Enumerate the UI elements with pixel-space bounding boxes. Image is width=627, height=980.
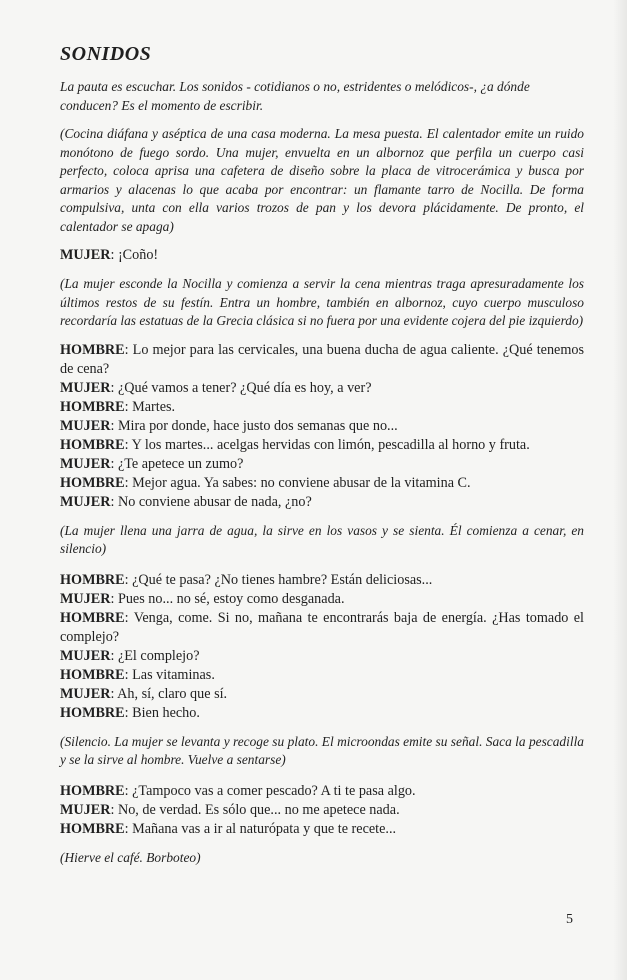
dialogue-text: : Bien hecho. (124, 704, 200, 721)
speaker-name: HOMBRE (60, 341, 125, 358)
dialogue-text: : No conviene abusar de nada, ¿no? (110, 493, 312, 510)
dialogue-line (60, 455, 584, 474)
dialogue-text: : Venga, come. Si no, mañana te encontrarás baja de energía. ¿Has tomado el complejo? (60, 609, 584, 645)
speaker-name: HOMBRE (60, 436, 125, 453)
dialogue-line (60, 341, 584, 379)
dialogue-text: : Y los martes... acelgas hervidas con limón, pescadilla al horno y fruta. (124, 436, 530, 453)
speaker-name: HOMBRE (60, 820, 125, 837)
dialogue-line (60, 436, 584, 455)
dialogue-text: : ¡Coño! (110, 247, 159, 263)
dialogue-line (60, 493, 584, 512)
dialogue-block-2 (60, 341, 584, 512)
stage-direction-2: (La mujer esconde la Nocilla y comienza a servir la cena mientras traga apresuradamente los últimos restos de su festín. Entra un hombre, también en albornoz, cuyo cuerpo musculoso recordaría las estatuas de la Grecia clásica si no fuera por una evidente cojera del pie izquierdo) (60, 276, 584, 328)
dialogue-line (60, 704, 584, 723)
dialogue-text: : Las vitaminas. (124, 666, 215, 683)
dialogue-text: : Martes. (124, 398, 176, 415)
dialogue-line (60, 609, 584, 647)
dialogue-line (60, 398, 584, 417)
speaker-name: HOMBRE (60, 571, 125, 588)
dialogue-text: : ¿Qué vamos a tener? ¿Qué día es hoy, a ver? (110, 379, 372, 396)
dialogue-text: : ¿El complejo? (110, 647, 200, 664)
dialogue-line (60, 246, 584, 265)
dialogue-text: : Mejor agua. Ya sabes: no conviene abusar de la vitamina C. (124, 474, 471, 491)
dialogue-block-4 (60, 782, 584, 839)
stage-direction-5: (Hierve el café. Borboteo) (60, 849, 201, 865)
dialogue-block-1 (60, 246, 584, 265)
dialogue-line (60, 647, 584, 666)
speaker-name: HOMBRE (60, 474, 125, 491)
speaker-name: MUJER (60, 685, 111, 702)
speaker-name: MUJER (60, 417, 111, 434)
speaker-name: MUJER (60, 455, 111, 472)
dialogue-line (60, 801, 584, 820)
dialogue-text: : No, de verdad. Es sólo que... no me apetece nada. (110, 801, 400, 818)
stage-direction-3: (La mujer llena una jarra de agua, la sirve en los vasos y se sienta. Él comienza a cenar, en silencio) (60, 522, 584, 556)
stage-direction-1: (Cocina diáfana y aséptica de una casa moderna. La mesa puesta. El calentador emite un ruido monótono de fuego sordo. Una mujer, envuelta en un albornoz que perfila un cuerpo casi perfecto, coloca aprisa una cafetera de diseño sobre la placa de vitrocerámica y busca por armarios y alacenas lo que acaba por encontrar: un flamante tarro de Nocilla. De forma compulsiva, unta con ella varios trozos de pan y los devora plácidamente. De pronto, el calentador se apaga) (60, 126, 584, 234)
dialogue-text: : Pues no... no sé, estoy como desganada. (110, 590, 345, 607)
dialogue-text: : ¿Te apetece un zumo? (110, 455, 244, 472)
dialogue-text: : ¿Tampoco vas a comer pescado? A ti te pasa algo. (124, 782, 416, 799)
dialogue-line (60, 820, 584, 839)
dialogue-text: : Ah, sí, claro que sí. (110, 685, 228, 702)
dialogue-line (60, 417, 584, 436)
dialogue-line (60, 685, 584, 704)
dialogue-line (60, 782, 584, 801)
dialogue-line (60, 571, 584, 590)
intro-paragraph: La pauta es escuchar. Los sonidos - cotidianos o no, estridentes o melódicos-, ¿a dónde conducen? Es el momento de escribir. (60, 79, 530, 113)
speaker-name: HOMBRE (60, 609, 125, 626)
speaker-name: MUJER (60, 247, 111, 263)
page-title: SONIDOS (60, 43, 152, 65)
speaker-name: HOMBRE (60, 398, 125, 415)
speaker-name: HOMBRE (60, 666, 125, 683)
speaker-name: MUJER (60, 379, 111, 396)
speaker-name: HOMBRE (60, 704, 125, 721)
dialogue-text: : Mañana vas a ir al naturópata y que te recete... (124, 820, 397, 837)
page-number: 5 (566, 912, 573, 927)
speaker-name: MUJER (60, 493, 111, 510)
speaker-name: MUJER (60, 801, 111, 818)
dialogue-line (60, 379, 584, 398)
dialogue-line (60, 474, 584, 493)
speaker-name: MUJER (60, 590, 111, 607)
page-content (60, 42, 584, 877)
stage-direction-4: (Silencio. La mujer se levanta y recoge su plato. El microondas emite su señal. Saca la pescadilla y se la sirve al hombre. Vuelve a sentarse) (60, 733, 584, 767)
speaker-name: MUJER (60, 647, 111, 664)
page-edge-shadow (613, 0, 627, 980)
dialogue-line (60, 666, 584, 685)
speaker-name: HOMBRE (60, 782, 125, 799)
dialogue-line (60, 590, 584, 609)
dialogue-text: : Lo mejor para las cervicales, una buena ducha de agua caliente. ¿Qué tenemos de cena? (60, 341, 584, 377)
dialogue-block-3 (60, 571, 584, 723)
dialogue-text: : ¿Qué te pasa? ¿No tienes hambre? Están deliciosas... (124, 571, 433, 588)
dialogue-text: : Mira por donde, hace justo dos semanas que no... (110, 417, 398, 434)
